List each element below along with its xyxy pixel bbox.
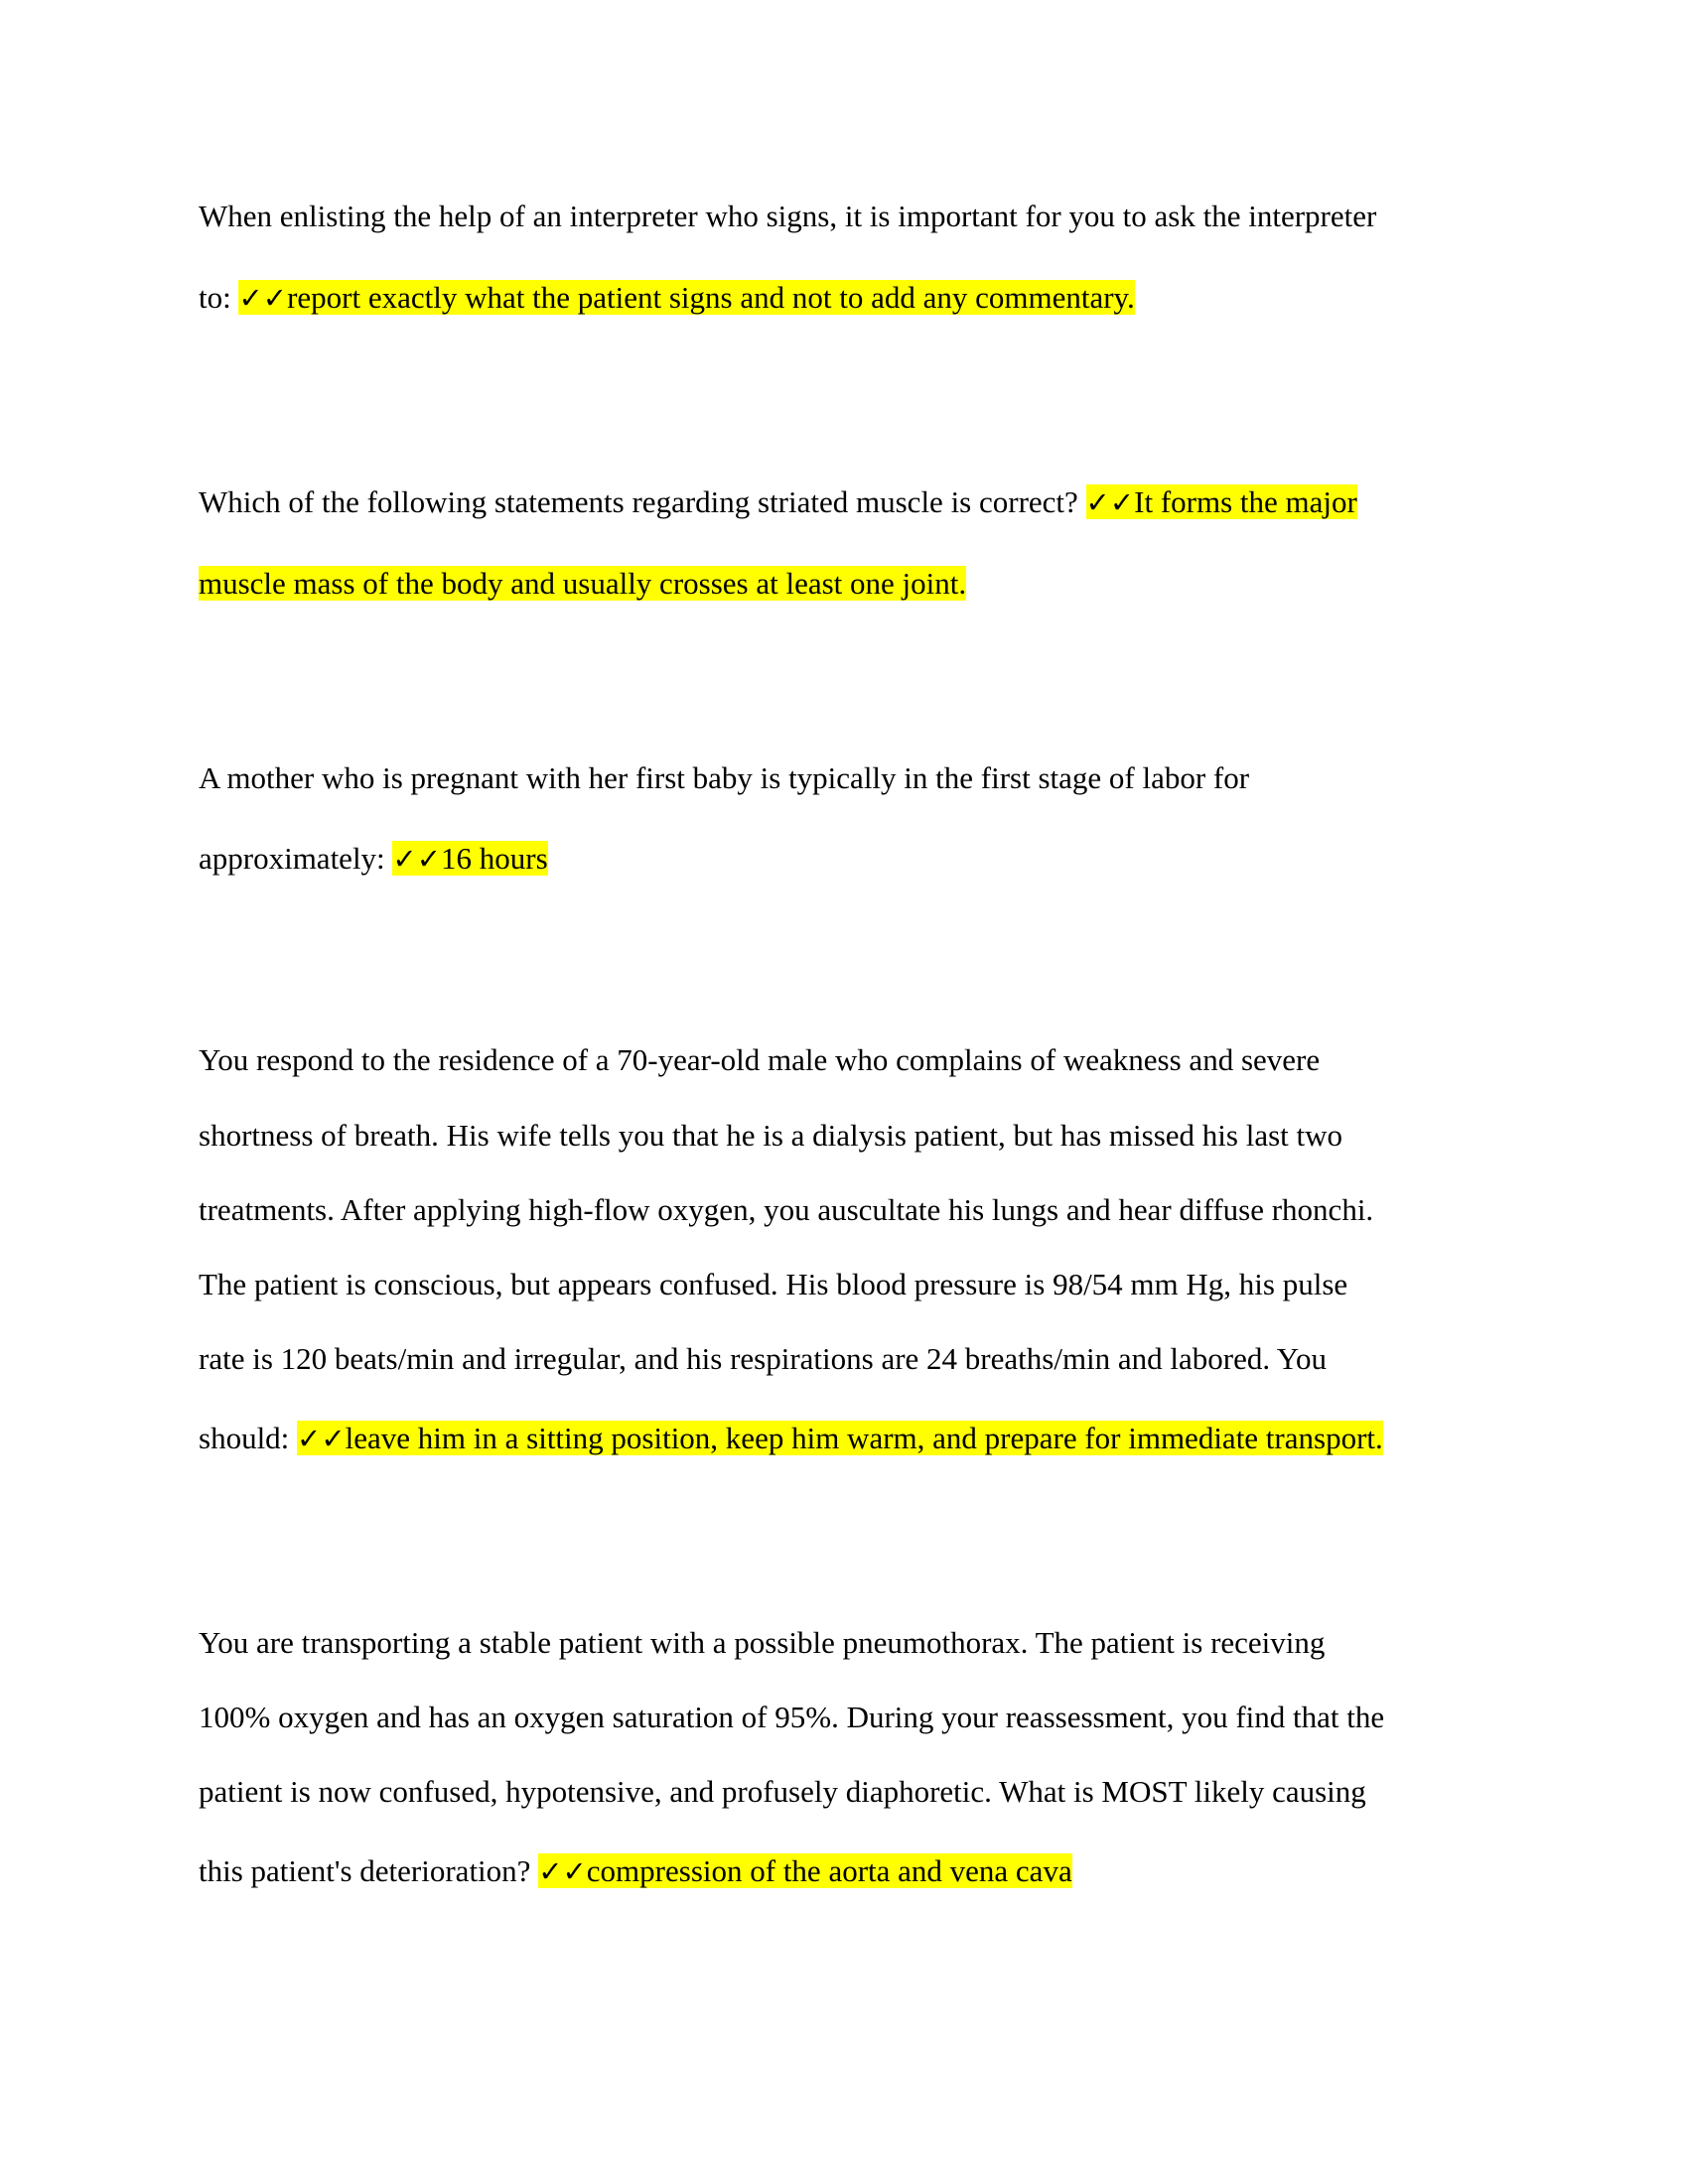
question-5-line-1: You are transporting a stable patient with a possible pneumothorax. The patient is receiving — [199, 1625, 1326, 1660]
double-check-icon: ✓✓ — [297, 1422, 346, 1455]
answer-5-highlight: ✓✓compression of the aorta and vena cava — [538, 1853, 1072, 1888]
question-1-line-2: to: ✓✓report exactly what the patient signs and not to add any commentary. — [199, 280, 1135, 315]
question-2-line-2 — [199, 562, 966, 606]
double-check-icon: ✓✓ — [392, 842, 442, 876]
question-5-line-3: patient is now confused, hypotensive, and profusely diaphoretic. What is MOST likely causing — [199, 1774, 1366, 1809]
answer-3-highlight: ✓✓16 hours — [392, 841, 548, 876]
question-3-line-2: approximately: ✓✓16 hours — [199, 841, 548, 876]
question-5-line-4: this patient's deterioration? ✓✓compression of the aorta and vena cava — [199, 1853, 1072, 1888]
answer-4-highlight: ✓✓leave him in a sitting position, keep him warm, and prepare for immediate transport. — [297, 1421, 1383, 1455]
question-4-line-3: treatments. After applying high-flow oxygen, you auscultate his lungs and hear diffuse rhonchi. — [199, 1192, 1374, 1227]
question-2-line-1: Which of the following statements regarding striated muscle is correct? ✓✓It forms the major — [199, 484, 1357, 519]
double-check-icon: ✓✓ — [238, 281, 288, 315]
question-4-line-4: The patient is conscious, but appears confused. His blood pressure is 98/54 mm Hg, his pulse — [199, 1267, 1348, 1301]
double-check-icon: ✓✓ — [1085, 485, 1135, 519]
question-3-line-1: A mother who is pregnant with her first baby is typically in the first stage of labor for — [199, 760, 1250, 795]
answer-1-highlight: ✓✓report exactly what the patient signs and not to add any commentary. — [238, 280, 1135, 315]
question-4-line-2: shortness of breath. His wife tells you that he is a dialysis patient, but has missed his last two — [199, 1118, 1343, 1153]
answer-2-highlight-b: muscle mass of the body and usually crosses at least one joint. — [199, 566, 967, 601]
double-check-icon: ✓✓ — [538, 1854, 587, 1888]
question-4-line-1: You respond to the residence of a 70-year-old male who complains of weakness and severe — [199, 1042, 1321, 1077]
question-4-line-5: rate is 120 beats/min and irregular, and his respirations are 24 breaths/min and labored. You — [199, 1341, 1328, 1376]
question-1-line-1: When enlisting the help of an interpreter who signs, it is important for you to ask the interpreter — [199, 199, 1377, 233]
answer-2-highlight-a: ✓✓It forms the major — [1085, 484, 1357, 519]
question-4-line-6: should: ✓✓leave him in a sitting position, keep him warm, and prepare for immediate transport. — [199, 1421, 1383, 1455]
question-5-line-2: 100% oxygen and has an oxygen saturation of 95%. During your reassessment, you find that the — [199, 1700, 1385, 1734]
